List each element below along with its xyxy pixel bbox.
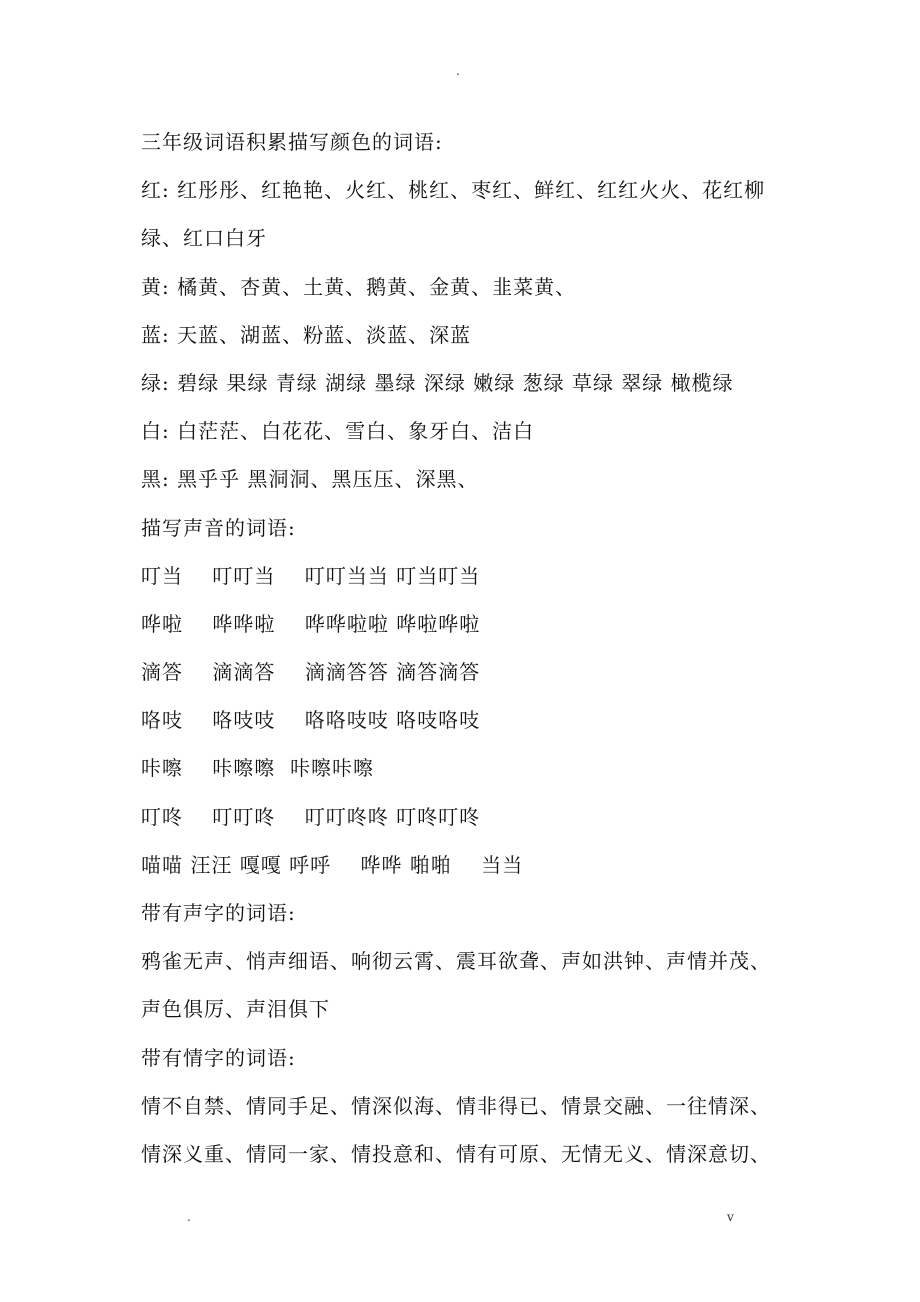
text-line-green: 绿: 碧绿 果绿 青绿 湖绿 墨绿 深绿 嫩绿 葱绿 草绿 翠绿 橄榄绿 [141, 370, 734, 395]
text-line-sound-1: 叮当 叮叮当 叮叮当当 叮当叮当 [141, 563, 481, 588]
section-title-colors: 三年级词语积累描写颜色的词语: [141, 130, 443, 154]
text-line-qing-1: 情不自禁、情同手足、情深似海、情非得已、情景交融、一往情深、 [141, 1093, 771, 1118]
section-title-qing: 带有情字的词语: [141, 1045, 296, 1070]
text-line-sound-7: 喵喵 汪汪 嘎嘎 呼呼 哗哗 啪啪 当当 [141, 852, 524, 877]
footer-right-mark: v [727, 1210, 734, 1224]
text-line-sound-3: 滴答 滴滴答 滴滴答答 滴答滴答 [141, 660, 481, 685]
text-line-sound-2: 哗啦 哗哗啦 哗哗啦啦 哗啦哗啦 [141, 611, 481, 636]
document-body [141, 118, 821, 1178]
section-title-sheng: 带有声字的词语: [141, 901, 296, 925]
header-mark: . [456, 64, 460, 78]
text-line-sound-5: 咔嚓 咔嚓嚓 咔嚓咔嚓 [141, 756, 375, 781]
text-line-yellow: 黄: 橘黄、杏黄、土黄、鹅黄、金黄、韭菜黄、 [141, 274, 577, 299]
text-line-blue: 蓝: 天蓝、湖蓝、粉蓝、淡蓝、深蓝 [141, 322, 472, 347]
text-line-qing-2: 情深义重、情同一家、情投意和、情有可原、无情无义、情深意切、 [141, 1141, 771, 1166]
text-line-black: 黑: 黑乎乎 黑洞洞、黑压压、深黑、 [141, 467, 479, 492]
text-line-sheng-1: 鸦雀无声、悄声细语、响彻云霄、震耳欲聋、声如洪钟、声情并茂、 [141, 949, 771, 974]
text-line-red-cont: 绿、红口白牙 [141, 226, 267, 251]
text-line-sound-4: 咯吱 咯吱吱 咯咯吱吱 咯吱咯吱 [141, 708, 481, 733]
text-line-sound-6: 叮咚 叮叮咚 叮叮咚咚 叮咚叮咚 [141, 804, 481, 829]
text-line-red: 红: 红彤彤、红艳艳、火红、桃红、枣红、鲜红、红红火火、花红柳 [141, 178, 766, 203]
text-line-white: 白: 白茫茫、白花花、雪白、象牙白、洁白 [141, 419, 535, 444]
footer-left-mark: . [187, 1210, 191, 1224]
text-line-sheng-2: 声色俱厉、声泪俱下 [141, 997, 330, 1022]
section-title-sounds: 描写声音的词语: [141, 515, 296, 540]
